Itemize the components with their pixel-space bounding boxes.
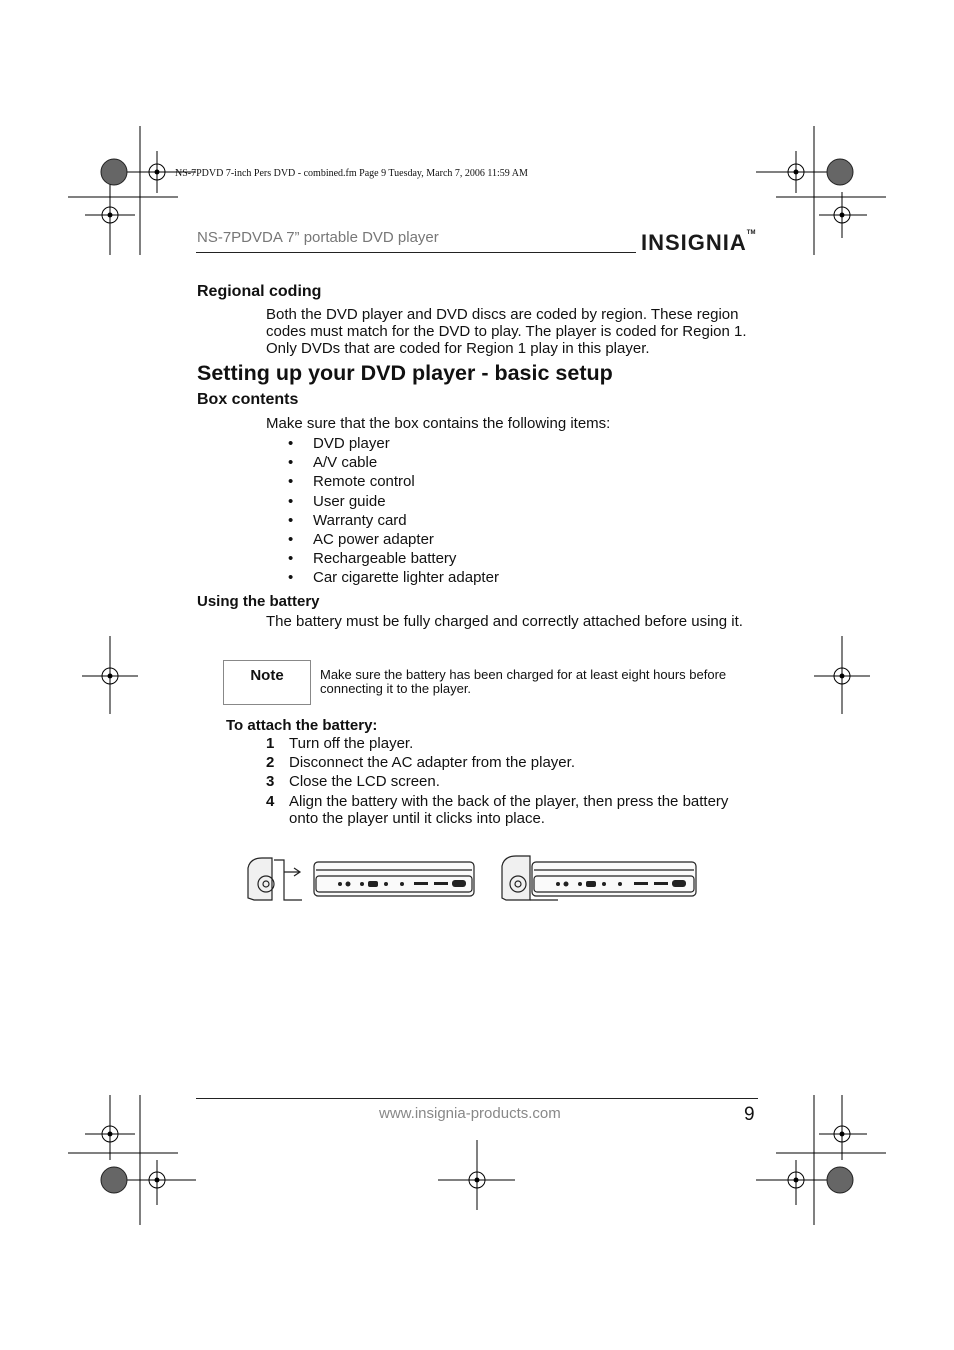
step-number: 1 (266, 735, 275, 752)
list-item (266, 568, 499, 587)
step-item (266, 773, 758, 790)
step-item (266, 793, 758, 827)
list-item (266, 434, 499, 453)
list-item-text: Warranty card (313, 511, 407, 529)
print-slug: NS-7PDVD 7-inch Pers DVD - combined.fm Page 9 Tuesday, March 7, 2006 11:59 AM (175, 168, 528, 179)
section-title: Setting up your DVD player - basic setup (197, 361, 613, 385)
box-contents-list (266, 434, 499, 588)
regional-body: Both the DVD player and DVD discs are coded by region. These region codes must match for the DVD to play. The player is coded for Region 1. Only DVDs that are coded for Region 1 play in this player. (266, 306, 747, 357)
step-text: Close the LCD screen. (289, 773, 440, 791)
bullet: • (288, 569, 294, 587)
header-title: NS-7PDVDA 7” portable DVD player (197, 229, 439, 246)
list-item-text: User guide (313, 492, 386, 510)
bullet: • (288, 473, 294, 491)
battery-body: The battery must be fully charged and correctly attached before using it. (266, 613, 743, 630)
brand-logo (641, 230, 755, 256)
box-contents-heading: Box contents (197, 391, 299, 408)
step-item (266, 735, 758, 752)
list-item-text: DVD player (313, 435, 390, 452)
list-item (266, 472, 499, 491)
list-item (266, 511, 499, 530)
bullet: • (288, 435, 294, 452)
list-item-text: Rechargeable battery (313, 550, 457, 568)
list-item-text: AC power adapter (313, 530, 434, 548)
step-text: Disconnect the AC adapter from the player. (289, 754, 575, 772)
attach-heading: To attach the battery: (226, 717, 378, 734)
box-contents-intro: Make sure that the box contains the following items: (266, 415, 611, 432)
list-item-text: Remote control (313, 473, 415, 491)
footer-url[interactable]: www.insignia-products.com (379, 1105, 561, 1122)
attach-steps (266, 735, 758, 829)
bullet: • (288, 550, 294, 568)
logo-tm: TM (746, 230, 756, 236)
battery-attach-illustration (244, 850, 700, 906)
list-item (266, 492, 499, 511)
logo-text: INSIGNIA (641, 230, 747, 255)
note-label: Note (223, 660, 311, 705)
step-number: 4 (266, 792, 275, 810)
list-item (266, 530, 499, 549)
step-text: Turn off the player. (289, 735, 414, 752)
bullet: • (288, 511, 294, 529)
page-number: 9 (744, 1104, 755, 1125)
bullet: • (288, 454, 294, 472)
list-item-text: Car cigarette lighter adapter (313, 569, 499, 587)
step-item (266, 754, 758, 771)
step-number: 3 (266, 773, 275, 791)
bullet: • (288, 492, 294, 510)
step-number: 2 (266, 754, 275, 772)
list-item (266, 549, 499, 568)
battery-heading: Using the battery (197, 593, 320, 610)
footer-divider (196, 1098, 758, 1099)
regional-heading: Regional coding (197, 283, 322, 300)
list-item-text: A/V cable (313, 454, 378, 472)
header-divider (196, 252, 636, 253)
list-item (266, 453, 499, 472)
note-text: Make sure the battery has been charged for at least eight hours before connecting it to the player. (320, 667, 727, 696)
step-text: Align the battery with the back of the player, then press the battery onto the player until it clicks into place. (289, 792, 729, 827)
bullet: • (288, 530, 294, 548)
